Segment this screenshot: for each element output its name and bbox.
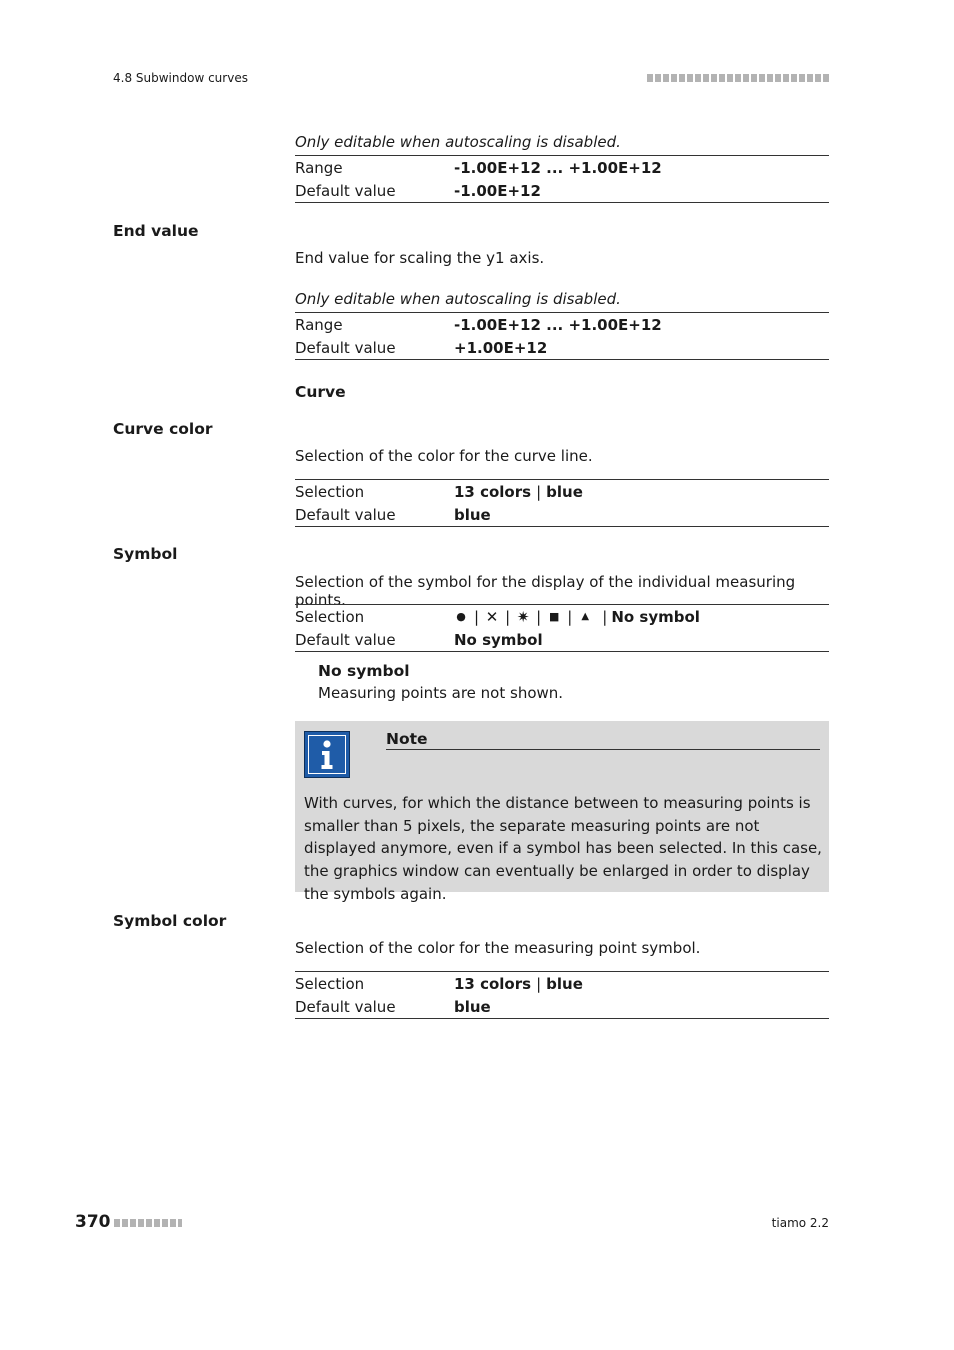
square-symbol-icon: ■ [548, 610, 560, 623]
table-row [295, 313, 829, 336]
table-row [295, 336, 829, 359]
option-separator: | [536, 974, 542, 993]
row-value [454, 483, 583, 501]
no-symbol-option-description: Measuring points are not shown. [318, 684, 564, 702]
start-value-table [295, 155, 829, 203]
cross-symbol-icon: ✕ [485, 607, 499, 626]
row-value: +1.00E+12 [454, 338, 548, 357]
note-box [295, 721, 829, 903]
row-value: blue [454, 997, 491, 1016]
end-value-note: Only editable when autoscaling is disabled. [295, 290, 621, 308]
row-value: No symbol [454, 630, 543, 649]
option-no-symbol: No symbol [611, 607, 700, 626]
row-key: Range [295, 315, 343, 334]
no-symbol-option-title: No symbol [318, 662, 410, 680]
table-row [295, 480, 829, 503]
footer-decoration [114, 1219, 182, 1227]
triangle-symbol-icon: ▲ [581, 611, 590, 622]
star-symbol-icon: ✷ [516, 607, 530, 626]
curve-color-heading: Curve color [113, 420, 213, 438]
row-key: Default value [295, 630, 396, 649]
symbol-heading: Symbol [113, 545, 178, 563]
start-value-note: Only editable when autoscaling is disabled. [295, 133, 621, 151]
row-key: Range [295, 158, 343, 177]
option-colors: 13 colors [454, 482, 532, 501]
option-blue: blue [546, 482, 583, 501]
curve-color-description: Selection of the color for the curve line. [295, 447, 593, 465]
symbol-color-description: Selection of the color for the measuring point symbol. [295, 939, 701, 957]
table-row [295, 156, 829, 179]
option-separator: | [474, 607, 480, 626]
circle-symbol-icon: ● [456, 610, 466, 623]
curve-subheading: Curve [295, 383, 346, 401]
row-key: Selection [295, 607, 365, 626]
table-row [295, 605, 829, 628]
table-row [295, 628, 829, 651]
row-value: -1.00E+12 [454, 181, 541, 200]
row-key: Selection [295, 482, 365, 501]
option-blue: blue [546, 974, 583, 993]
symbol-color-table [295, 971, 829, 1019]
header-decoration [647, 74, 829, 82]
note-text: With curves, for which the distance between to measuring points is smaller than 5 pixels, the separate measuring points are not displayed anymore, even if a symbol has been selected. In this case, the graphics window can eventually be enlarged in order to display the symbols again. [304, 794, 822, 903]
curve-color-table [295, 479, 829, 527]
row-key: Selection [295, 974, 365, 993]
row-value [454, 608, 700, 626]
table-row [295, 972, 829, 995]
end-value-heading: End value [113, 222, 199, 240]
option-separator: | [536, 607, 542, 626]
symbol-description: Selection of the symbol for the display of the individual measuring points. [295, 573, 796, 609]
page-number: 370 [75, 1212, 111, 1232]
row-value: blue [454, 505, 491, 524]
table-row [295, 995, 829, 1018]
row-value: -1.00E+12 ... +1.00E+12 [454, 315, 662, 334]
option-separator: | [536, 482, 542, 501]
symbol-table [295, 604, 829, 652]
note-title: Note [386, 730, 820, 750]
info-icon [304, 731, 350, 778]
option-separator: | [602, 607, 608, 626]
symbol-color-heading: Symbol color [113, 912, 227, 930]
end-value-table [295, 312, 829, 360]
row-key: Default value [295, 181, 396, 200]
row-key: Default value [295, 997, 396, 1016]
table-row [295, 179, 829, 202]
row-value [454, 975, 583, 993]
table-row [295, 503, 829, 526]
option-separator: | [505, 607, 511, 626]
option-colors: 13 colors [454, 974, 532, 993]
row-value: -1.00E+12 ... +1.00E+12 [454, 158, 662, 177]
row-key: Default value [295, 505, 396, 524]
row-key: Default value [295, 338, 396, 357]
option-separator: | [567, 607, 573, 626]
running-header: 4.8 Subwindow curves [113, 71, 248, 85]
product-name: tiamo 2.2 [771, 1216, 829, 1230]
end-value-description: End value for scaling the y1 axis. [295, 249, 545, 267]
